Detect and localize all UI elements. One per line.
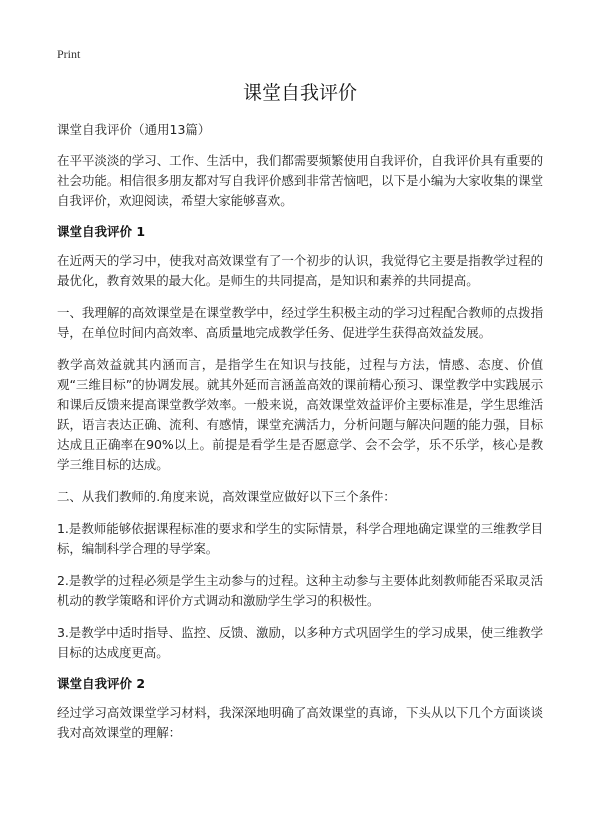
document-title: 课堂自我评价: [242, 82, 357, 104]
section1-paragraph: 3.是教学中适时指导、监控、反馈、激励，以多种方式巩固学生的学习成果，使三维教学目标的达成度更高。: [57, 625, 543, 660]
section2-paragraph: 经过学习高效课堂学习材料，我深深地明确了高效课堂的真谛，下头从以下几个方面谈谈我对高效课堂的理解：: [57, 705, 543, 740]
section1-paragraph: 二、从我们教师的.角度来说，高效课堂应做好以下三个条件：: [57, 489, 396, 504]
document-subtitle: 课堂自我评价（通用13篇）: [57, 122, 211, 137]
section1-paragraph: 1.是教师能够依据课程标准的要求和学生的实际情景，科学合理地确定课堂的三维教学目标，编制科学合理的导学案。: [57, 521, 543, 556]
section-heading-2: 课堂自我评价 2: [57, 676, 146, 691]
section1-paragraph: 2.是教学的过程必须是学生主动参与的过程。这种主动参与主要体此刻教师能否采取灵活机动的教学策略和评价方式调动和激励学生学习的积极性。: [57, 573, 543, 608]
section-heading-1: 课堂自我评价 1: [57, 224, 146, 239]
intro-paragraph: 在平平淡淡的学习、工作、生活中，我们都需要频繁使用自我评价，自我评价具有重要的社会功能。相信很多朋友都对写自我评价感到非常苦恼吧，以下是小编为大家收集的课堂自我评价，欢迎阅读，希望大家能够喜欢。: [57, 153, 543, 208]
section1-paragraph: 教学高效益就其内涵而言，是指学生在知识与技能，过程与方法，情感、态度、价值观“三维目标”的协调发展。就其外延而言涵盖高效的课前精心预习、课堂教学中实践展示和课后反馈来提高课堂教学效率。一般来说，高效课堂效益评价主要标准是，学生思维活跃，语言表达正确、流利、有感情，课堂充满活力，分析问题与解决问题的能力强，目标达成且正确率在90%以上。前提是看学生是否愿意学、会不会学，乐不乐学，核心是教学三维目标的达成。: [57, 357, 543, 472]
section1-paragraph: 在近两天的学习中，使我对高效课堂有了一个初步的认识，我觉得它主要是指教学过程的最优化，教育效果的最大化。是师生的共同提高，是知识和素养的共同提高。: [57, 253, 543, 288]
print-label[interactable]: Print: [57, 47, 81, 61]
section1-paragraph: 一、我理解的高效课堂是在课堂教学中，经过学生积极主动的学习过程配合教师的点拨指导，在单位时间内高效率、高质量地完成教学任务、促进学生获得高效益发展。: [57, 305, 543, 340]
